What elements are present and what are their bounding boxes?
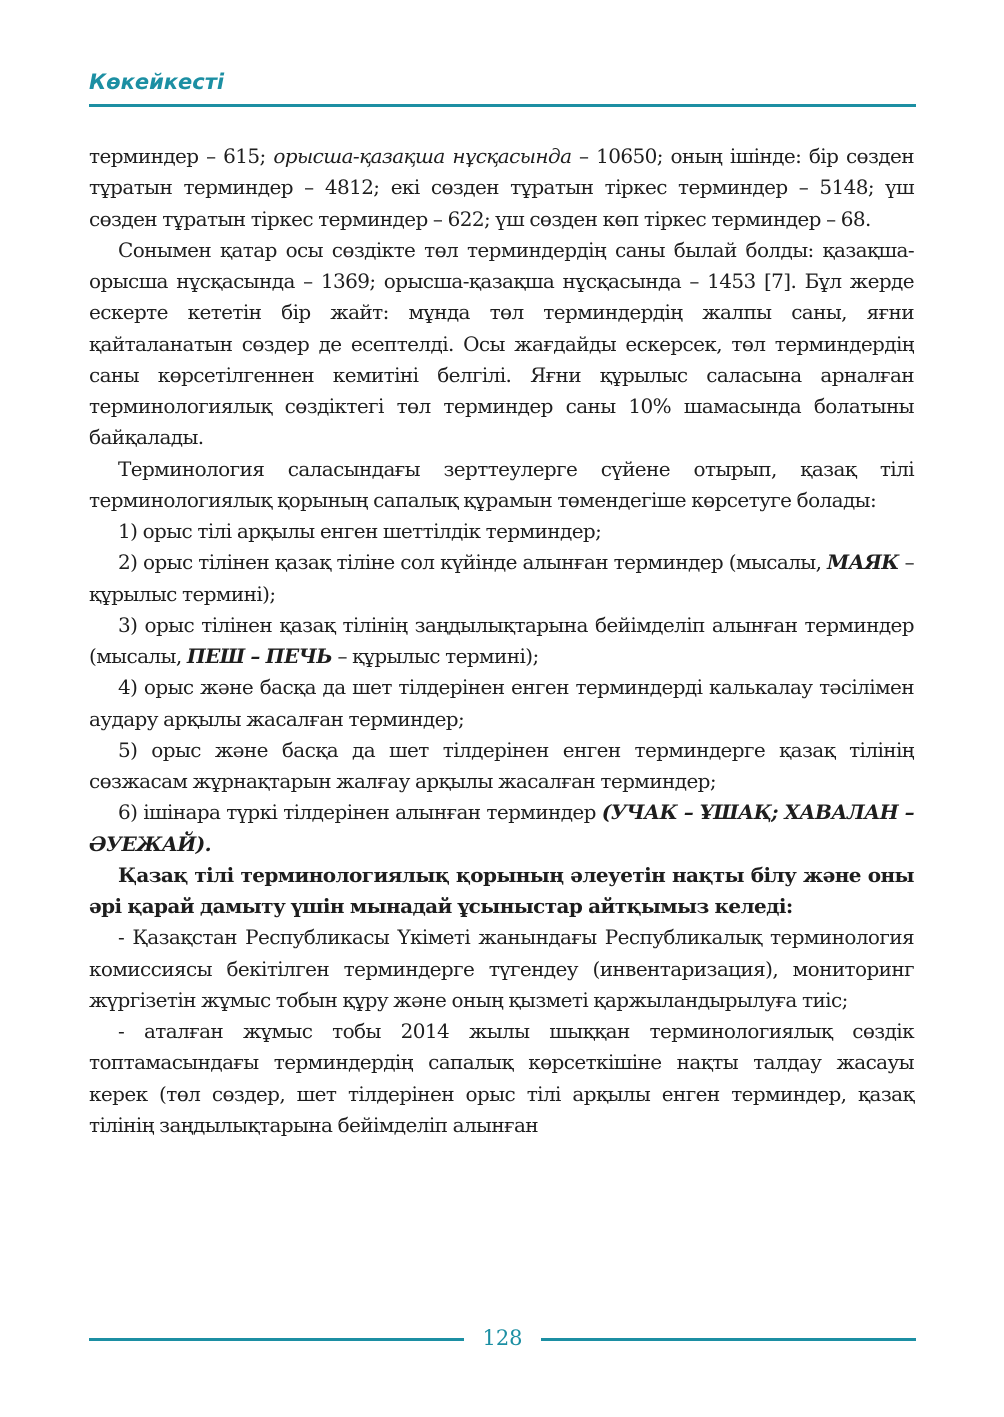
paragraph-bold-proposal: Қазақ тілі терминологиялық қорының әлеуетін нақты білу және оны әрі қарай дамыту үшін мынадай ұсыныстар айтқымыз келеді: [89,862,914,918]
header-divider [89,104,916,107]
list-item-5: 5) орыс және басқа да шет тілдерінен енген терминдерге қазақ тілінің сөзжасам жұрнақтарын жалғау арқылы жасалған терминдер; [89,737,914,793]
paragraph-1 [89,141,914,235]
dash-item-2: - аталған жұмыс тобы 2014 жылы шыққан терминологиялық сөздік топтамасындағы терминдердің сапалық көрсеткішіне нақты талдау жасауы керек (төл сөздер, шет тілдерінен орыс тілі арқылы енген терминдер, қазақ тілінің заңдылықтарына бейімделіп алынған [89,1019,914,1137]
list-item-3-text: 3) орыс тілінен қазақ тілінің заңдылықтарына бейімделіп алынған терминдер (мысалы, [89,612,914,668]
page-number: 128 [482,1326,523,1350]
list-item-4: 4) орыс және басқа да шет тілдерінен енген терминдерді калькалау тәсілімен аудару арқылы жасалған терминдер; [89,675,914,731]
footer-divider-right [541,1338,916,1341]
paragraph-1-italic: орысша-қазақша нұсқасында [273,144,572,168]
list-item-3-term: ПЕШ – ПЕЧЬ [186,644,333,668]
list-item-3 [89,610,914,673]
running-header-title: Көкейкесті [89,70,225,94]
list-item-6 [89,797,914,860]
list-item-2 [89,547,914,610]
paragraph-2: Сонымен қатар осы сөздікте төл терминдердің саны былай болды: қазақша-орысша нұсқасында – 1369; орысша-қазақша нұсқасында – 1453 [7]. Бұл жерде ескерте кететін бір жайт: мұнда төл терминдердің жалпы саны, яғни қайталанатын сөздер де есептелді. Осы жағдайды ескерсек, төл терминдердің саны көрсетілгеннен кемитіні белгілі. Яғни құрылыс саласына арналған терминологиялық сөздіктегі төл терминдер саны 10% шамасында болатыны байқалады. [89,237,914,450]
body-text [89,141,914,1141]
footer-divider-left [89,1338,464,1341]
paragraph-1-part-c: – 10650; оның ішінде: бір сөзден тұратын терминдер – 4812; екі сөзден тұратын тіркес терминдер – 5148; үш сөзден тұратын тіркес терминдер – 622; үш сөзден көп тіркес терминдер – 68. [89,144,914,231]
list-item-2-tail: – құрылыс термині); [89,550,914,606]
list-item-2-text: 2) орыс тілінен қазақ тіліне сол күйінде алынған терминдер (мысалы, [118,550,828,575]
list-item-1: 1) орыс тілі арқылы енген шеттілдік терминдер; [118,519,602,543]
list-item-6-terms: (УЧАК – ҰШАҚ; ХАВАЛАН – ӘУЕЖАЙ). [89,800,914,856]
paragraph-1-part-a: терминдер – 615; [89,144,274,168]
list-item-2-term: МАЯК [827,550,899,575]
list-item-6-text: 6) ішінара түркі тілдерінен алынған терминдер [118,800,602,825]
list-item-3-tail: – құрылыс термині); [332,644,539,668]
dash-item-1: - Қазақстан Республикасы Үкіметі жанындағы Республикалық терминология комиссиясы бекітілген терминдерге түгендеу (инвентаризация), мониторинг жүргізетін жұмыс тобын құру және оның қызметі қаржыландырылуға тиіс; [89,925,914,1012]
paragraph-3: Терминология саласындағы зерттеулерге сүйене отырып, қазақ тілі терминологиялық қорының сапалық құрамын төмендегіше көрсетуге болады: [89,456,914,512]
